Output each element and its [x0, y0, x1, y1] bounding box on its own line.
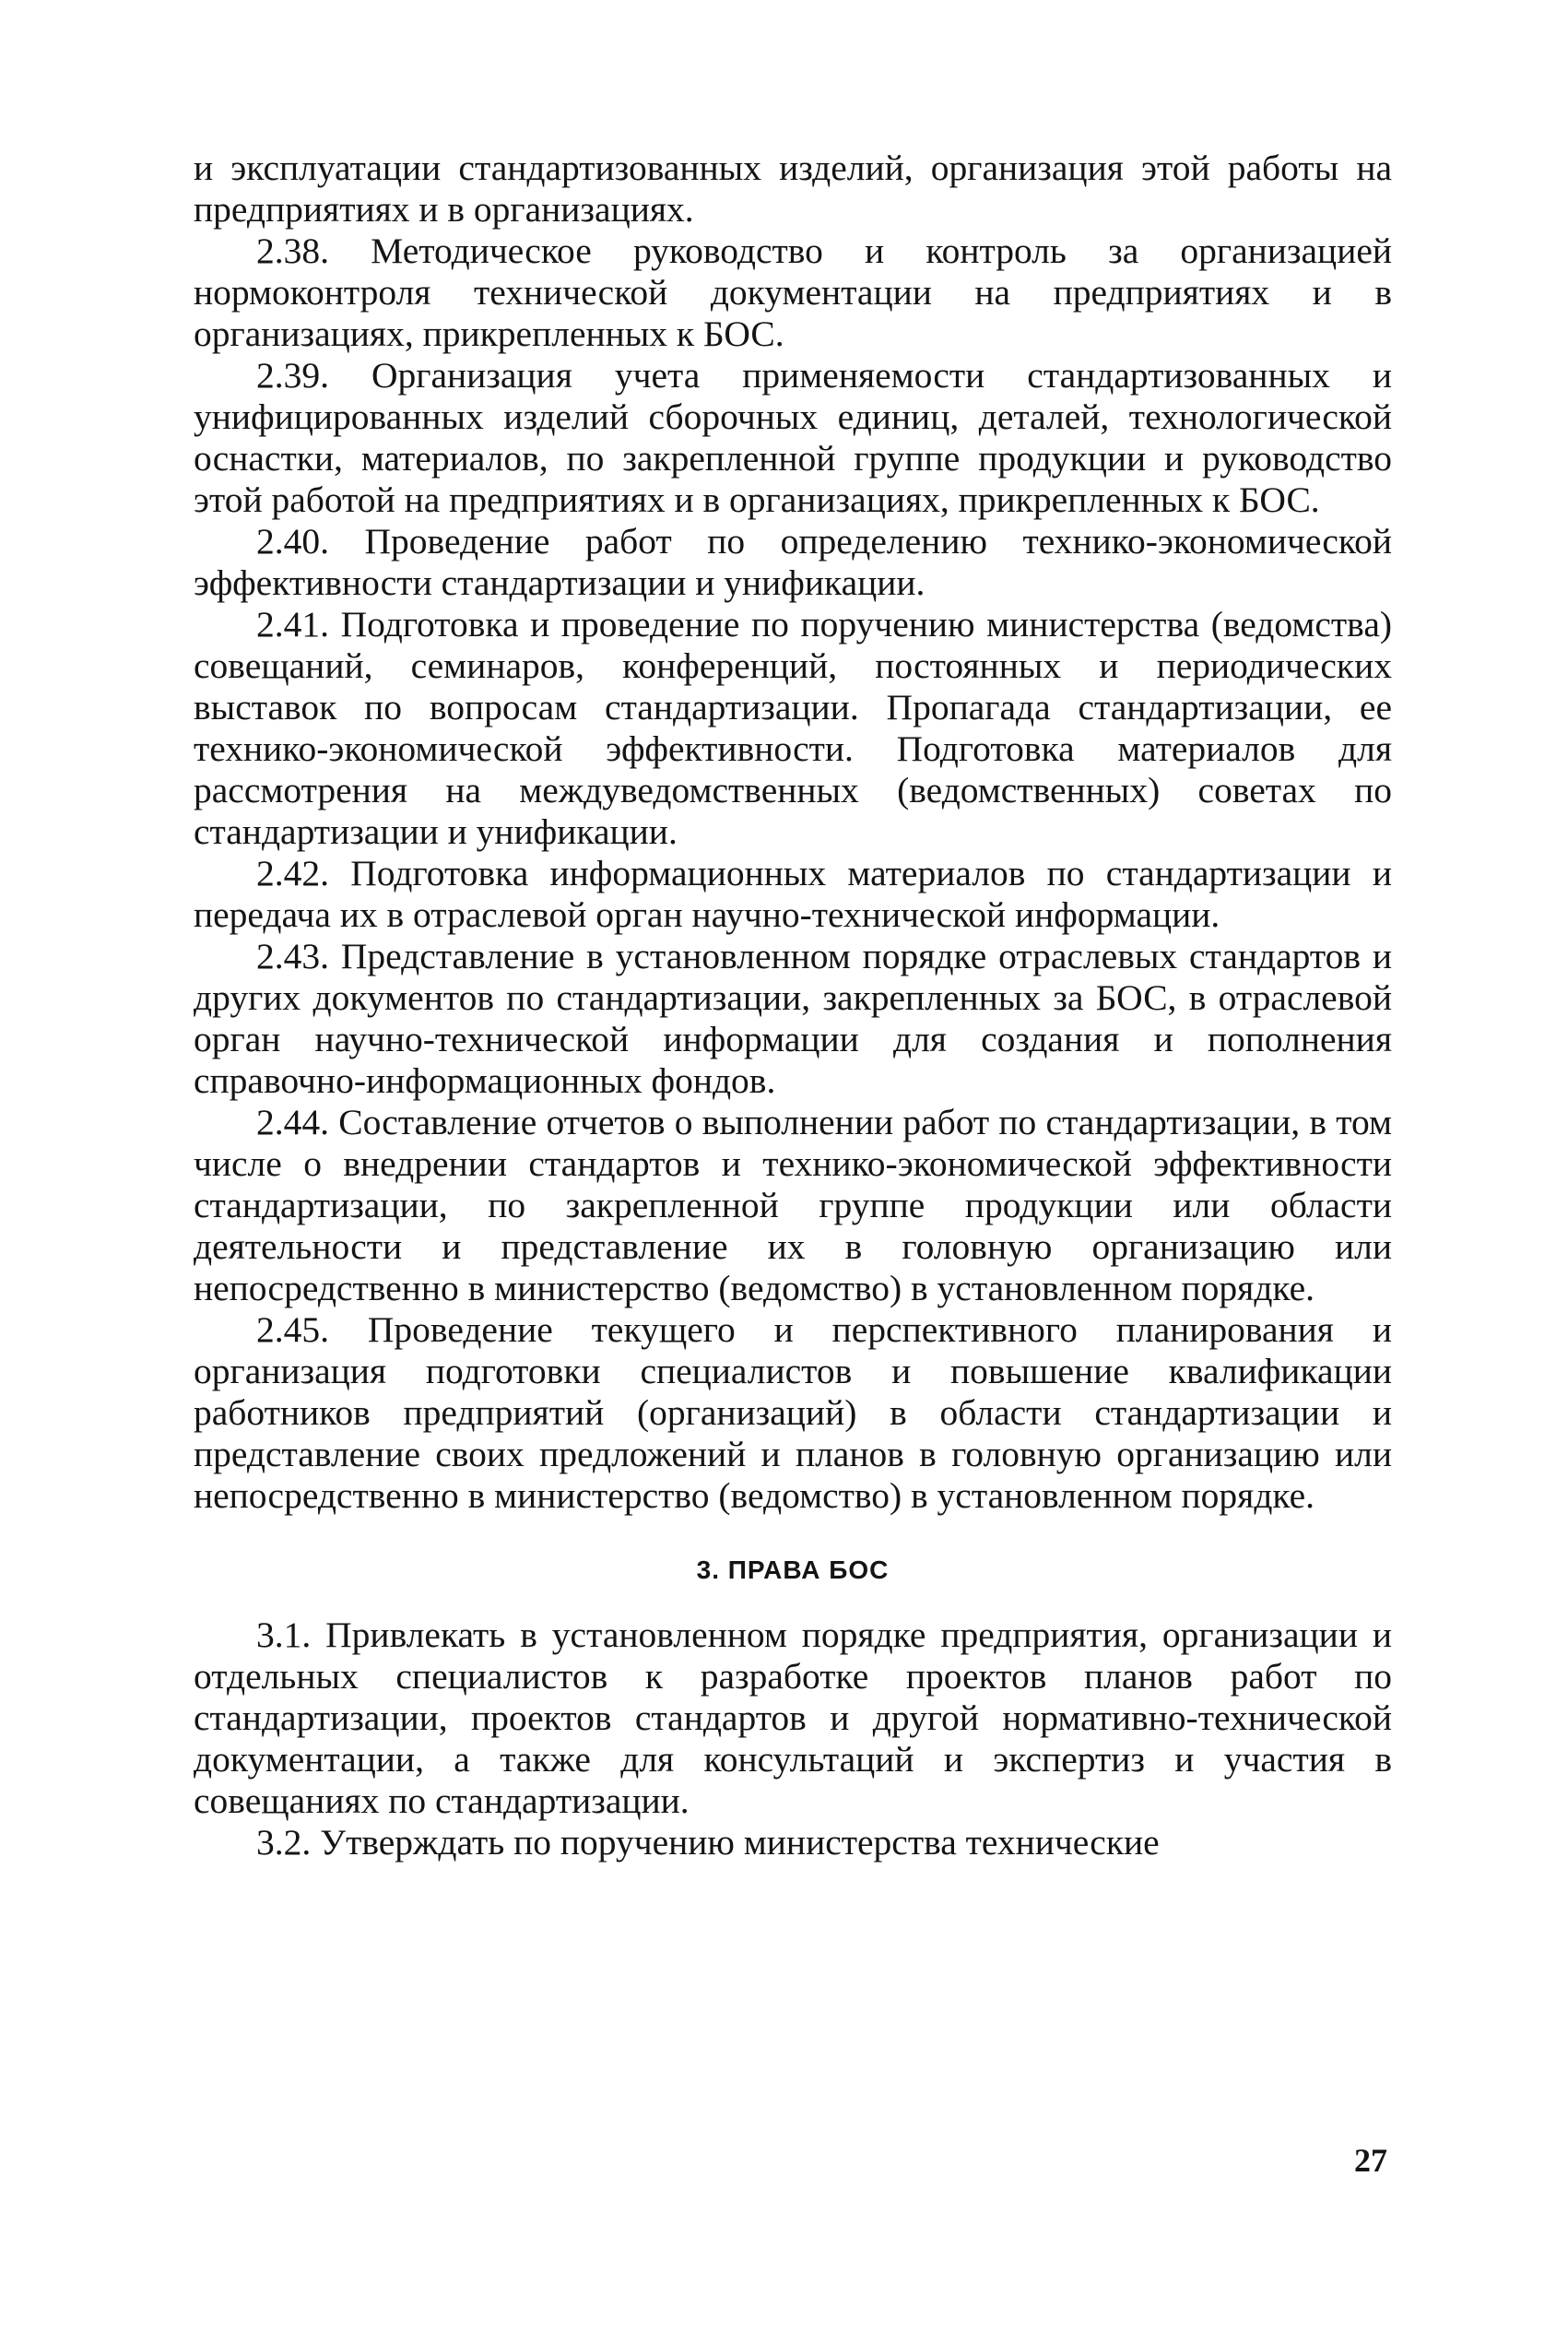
paragraph-2-44: 2.44. Составление отчетов о выполнении работ по стандартизации, в том числе о внедрении стандартов и технико-экономической эффективности стандартизации, по закрепленной группе продукции или области деятельности и представление их в головную организацию или непосредственно в министерство (ведомство) в установленном порядке.	[194, 1102, 1392, 1308]
paragraph-2-43: 2.43. Представление в установленном порядке отраслевых стандартов и других документов по стандартизации, закрепленных за БОС, в отраслевой орган научно-технической информации для создания и пополнения справочно-информационных фондов.	[194, 936, 1392, 1101]
paragraph-2-39: 2.39. Организация учета применяемости стандартизованных и унифицированных изделий сборочных единиц, деталей, технологической оснастки, материалов, по закрепленной группе продукции и руководство этой работой на предприятиях и в организациях, прикрепленных к БОС.	[194, 355, 1392, 520]
section-heading: 3. ПРАВА БОС	[696, 1555, 890, 1584]
document-page	[194, 148, 1392, 1863]
paragraph-continuation: и эксплуатации стандартизованных изделий, организация этой работы на предприятиях и в организациях.	[194, 148, 1392, 230]
paragraph-2-38: 2.38. Методическое руководство и контроль за организацией нормоконтроля технической документации на предприятиях и в организациях, прикрепленных к БОС.	[194, 231, 1392, 354]
paragraph-2-40: 2.40. Проведение работ по определению технико-экономической эффективности стандартизации и унификации.	[194, 521, 1392, 603]
paragraph-2-45: 2.45. Проведение текущего и перспективного планирования и организация подготовки специалистов и повышение квалификации работников предприятий (организаций) в области стандартизации и представление своих предложений и планов в головную организацию или непосредственно в министерство (ведомство) в установленном порядке.	[194, 1309, 1392, 1516]
paragraph-3-1: 3.1. Привлекать в установленном порядке предприятия, организации и отдельных специалистов к разработке проектов планов работ по стандартизации, проектов стандартов и другой нормативно-технической документации, а также для консультаций и экспертиз и участия в совещаниях по стандартизации.	[194, 1614, 1392, 1821]
paragraph-2-42: 2.42. Подготовка информационных материалов по стандартизации и передача их в отраслевой орган научно-технической информации.	[194, 853, 1392, 935]
paragraph-3-2: 3.2. Утверждать по поручению министерства технические	[256, 1822, 1160, 1863]
paragraph-2-41: 2.41. Подготовка и проведение по поручению министерства (ведомства) совещаний, семинаров, конференций, постоянных и периодических выставок по вопросам стандартизации. Пропагада стандартизации, ее технико-экономической эффективности. Подготовка материалов для рассмотрения на междуведомственных (ведомственных) советах по стандартизации и унификации.	[194, 604, 1392, 852]
page-number: 27	[1354, 2142, 1387, 2179]
